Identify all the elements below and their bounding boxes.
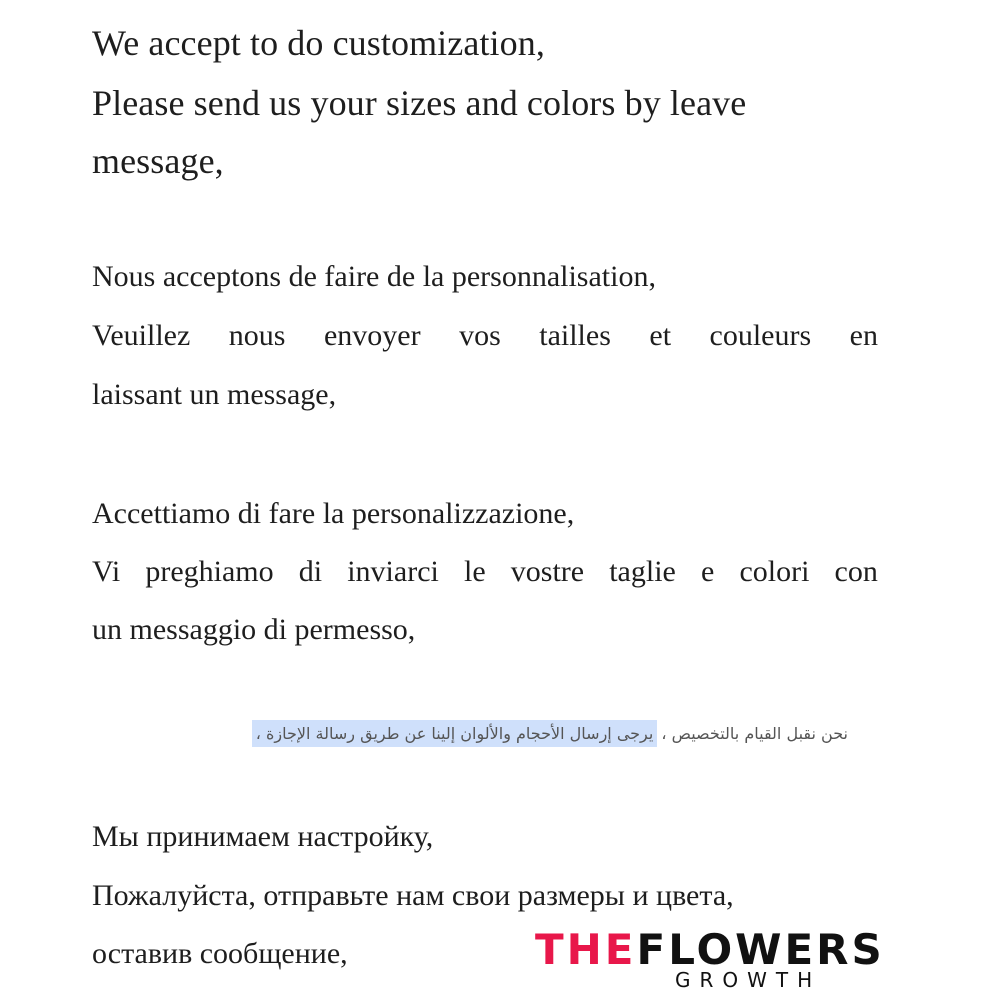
english-line-3: message, — [92, 141, 224, 181]
arabic-text-highlighted: يرجى إرسال الأحجام والألوان إلينا عن طريق رسالة الإجازة ، — [252, 720, 658, 747]
italian-line-2 — [92, 555, 878, 589]
english-line-2: Please send us your sizes and colors by leave — [92, 83, 747, 123]
logo-flowers: FLOWERS — [636, 925, 885, 974]
italian-line-2-word: preghiamo — [145, 555, 274, 588]
french-line-3: laissant un message, — [92, 378, 337, 411]
italian-line-2-word: le — [463, 555, 486, 588]
italian-line-2-word: taglie — [609, 555, 676, 588]
french-line-2 — [92, 319, 878, 353]
russian-line-1: Мы принимаем настройку, — [92, 820, 434, 853]
english-line-1: We accept to do customization, — [92, 23, 545, 63]
french-line-2-word: envoyer — [323, 319, 421, 352]
italian-line-2-word: con — [834, 555, 878, 588]
french-line-2-word: en — [849, 319, 878, 352]
french-line-2-word: nous — [228, 319, 286, 352]
italian-line-1: Accettiamo di fare la personalizzazione, — [92, 497, 575, 530]
french-line-2-word: vos — [459, 319, 501, 352]
french-line-2-word: tailles — [539, 319, 611, 352]
italian-line-2-word: e — [700, 555, 715, 588]
logo-wordmark — [535, 925, 885, 974]
italian-line-2-word: inviarci — [347, 555, 439, 588]
brand-logo — [535, 925, 995, 992]
arabic-line — [92, 717, 852, 749]
french-line-2-word: et — [649, 319, 672, 352]
italian-line-2-word: di — [298, 555, 323, 588]
logo-the: THE — [535, 925, 637, 974]
french-line-2-word: couleurs — [709, 319, 812, 352]
russian-line-3: оставив сообщение, — [92, 937, 348, 970]
italian-line-2-word: colori — [739, 555, 810, 588]
russian-line-2: Пожалуйста, отправьте нам свои размеры и цвета, — [92, 879, 734, 912]
logo-subtitle: GROWTH — [675, 968, 822, 992]
italian-line-2-word: Vi — [92, 555, 121, 588]
french-line-2-word: Veuillez — [92, 319, 191, 352]
italian-line-3: un messaggio di permesso, — [92, 613, 416, 646]
french-line-1: Nous acceptons de faire de la personnalisation, — [92, 260, 656, 293]
italian-line-2-word: vostre — [510, 555, 585, 588]
arabic-text-plain: نحن نقبل القيام بالتخصيص ، — [661, 723, 848, 743]
